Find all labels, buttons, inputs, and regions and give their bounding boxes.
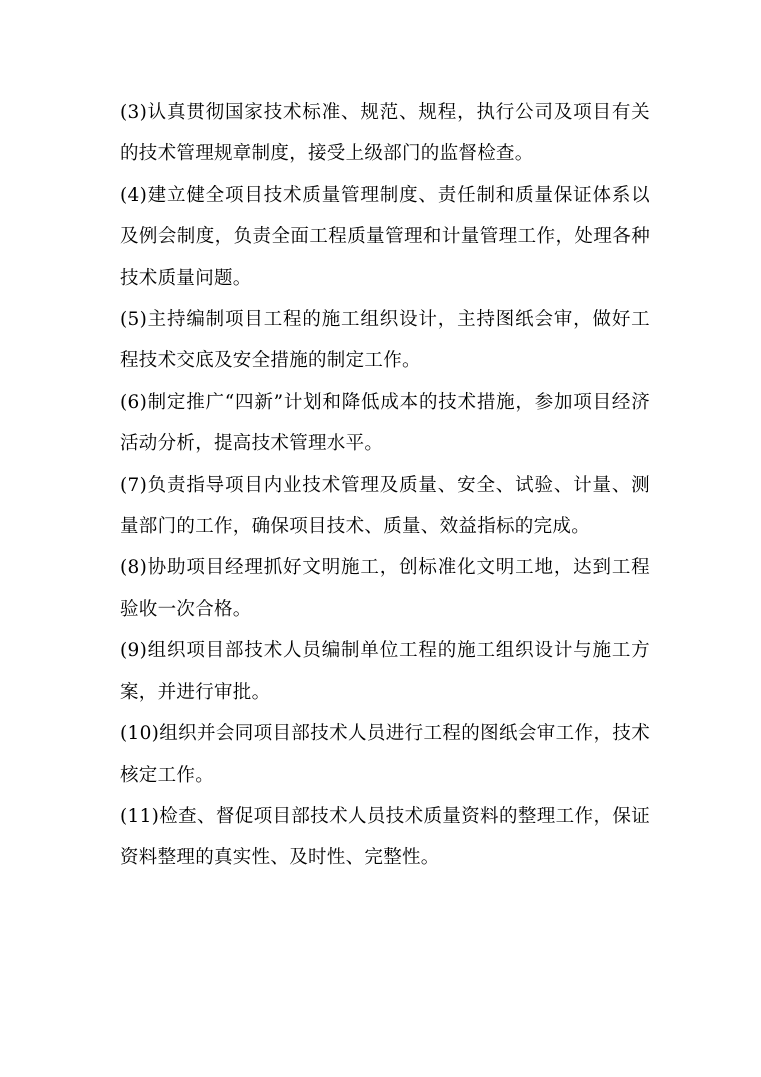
paragraph-item-8: (8)协助项目经理抓好文明施工，创标准化文明工地，达到工程验收一次合格。: [120, 557, 650, 620]
paragraph-item-9: (9)组织项目部技术人员编制单位工程的施工组织设计与施工方案，并进行审批。: [120, 640, 650, 703]
paragraph-item-6: (6)制定推广“四新”计划和降低成本的技术措施，参加项目经济活动分析，提高技术管理水平。: [120, 391, 650, 455]
document-body: [120, 92, 650, 879]
paragraph-item-10: (10)组织并会同项目部技术人员进行工程的图纸会审工作，技术核定工作。: [120, 723, 650, 786]
paragraph-item-11: (11)检查、督促项目部技术人员技术质量资料的整理工作，保证资料整理的真实性、及时性、完整性。: [120, 805, 650, 869]
paragraph-item-3: (3)认真贯彻国家技术标准、规范、规程，执行公司及项目有关的技术管理规章制度，接受上级部门的监督检查。: [120, 102, 650, 165]
paragraph-item-4: (4)建立健全项目技术质量管理制度、责任制和质量保证体系以及例会制度，负责全面工程质量管理和计量管理工作，处理各种技术质量问题。: [120, 184, 650, 289]
paragraph-item-5: (5)主持编制项目工程的施工组织设计，主持图纸会审，做好工程技术交底及安全措施的制定工作。: [120, 309, 650, 372]
paragraph-item-7: (7)负责指导项目内业技术管理及质量、安全、试验、计量、测量部门的工作，确保项目技术、质量、效益指标的完成。: [120, 474, 650, 538]
